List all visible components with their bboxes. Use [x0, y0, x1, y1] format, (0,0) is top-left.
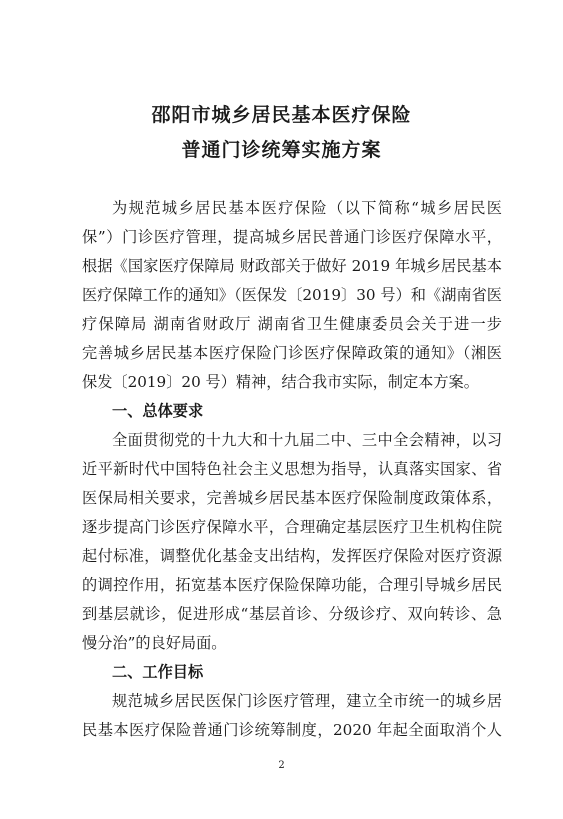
- intro-line: 保”）门诊医疗管理，提高城乡居民普通门诊医疗保障水平，: [82, 228, 502, 246]
- section1-line: 慢分治”的良好局面。: [82, 634, 227, 652]
- section1-line: 全面贯彻党的十九大和十九届二中、三中全会精神，以习: [112, 431, 502, 449]
- section2-line: 民基本医疗保险普通门诊统筹制度，2020 年起全面取消个人: [82, 721, 502, 739]
- section1-line: 逐步提高门诊医疗保障水平，合理确定基层医疗卫生机构住院: [82, 518, 502, 536]
- intro-line: 疗保障局 湖南省财政厅 湖南省卫生健康委员会关于进一步: [82, 315, 502, 333]
- intro-line: 为规范城乡居民基本医疗保险（以下简称“城乡居民医: [112, 199, 502, 217]
- section-heading-work-goals: 二、工作目标: [112, 663, 204, 681]
- section1-line: 近平新时代中国特色社会主义思想为指导，认真落实国家、省: [82, 460, 502, 478]
- intro-line: 医疗保障工作的通知》（医保发〔2019〕30 号）和《湖南省医: [82, 286, 502, 304]
- intro-line: 保发〔2019〕20 号）精神，结合我市实际，制定本方案。: [82, 373, 479, 391]
- page-number: 2: [278, 760, 285, 771]
- section1-line: 到基层就诊，促进形成“基层首诊、分级诊疗、双向转诊、急: [82, 605, 502, 623]
- section1-line: 起付标准，调整优化基金支出结构，发挥医疗保险对医疗资源: [82, 547, 502, 565]
- section-heading-overall-requirements: 一、总体要求: [112, 402, 204, 420]
- section1-line: 医保局相关要求，完善城乡居民基本医疗保险制度政策体系，: [82, 489, 502, 507]
- section1-line: 的调控作用，拓宽基本医疗保险保障功能，合理引导城乡居民: [82, 576, 502, 594]
- document-title-line-2: 普通门诊统筹实施方案: [181, 139, 382, 161]
- intro-line: 根据《国家医疗保障局 财政部关于做好 2019 年城乡居民基本: [82, 257, 502, 275]
- document-title-line-1: 邵阳市城乡居民基本医疗保险: [151, 104, 412, 126]
- intro-line: 完善城乡居民基本医疗保险门诊医疗保障政策的通知》（湘医: [82, 344, 502, 362]
- section2-line: 规范城乡居民医保门诊医疗管理，建立全市统一的城乡居: [112, 692, 502, 710]
